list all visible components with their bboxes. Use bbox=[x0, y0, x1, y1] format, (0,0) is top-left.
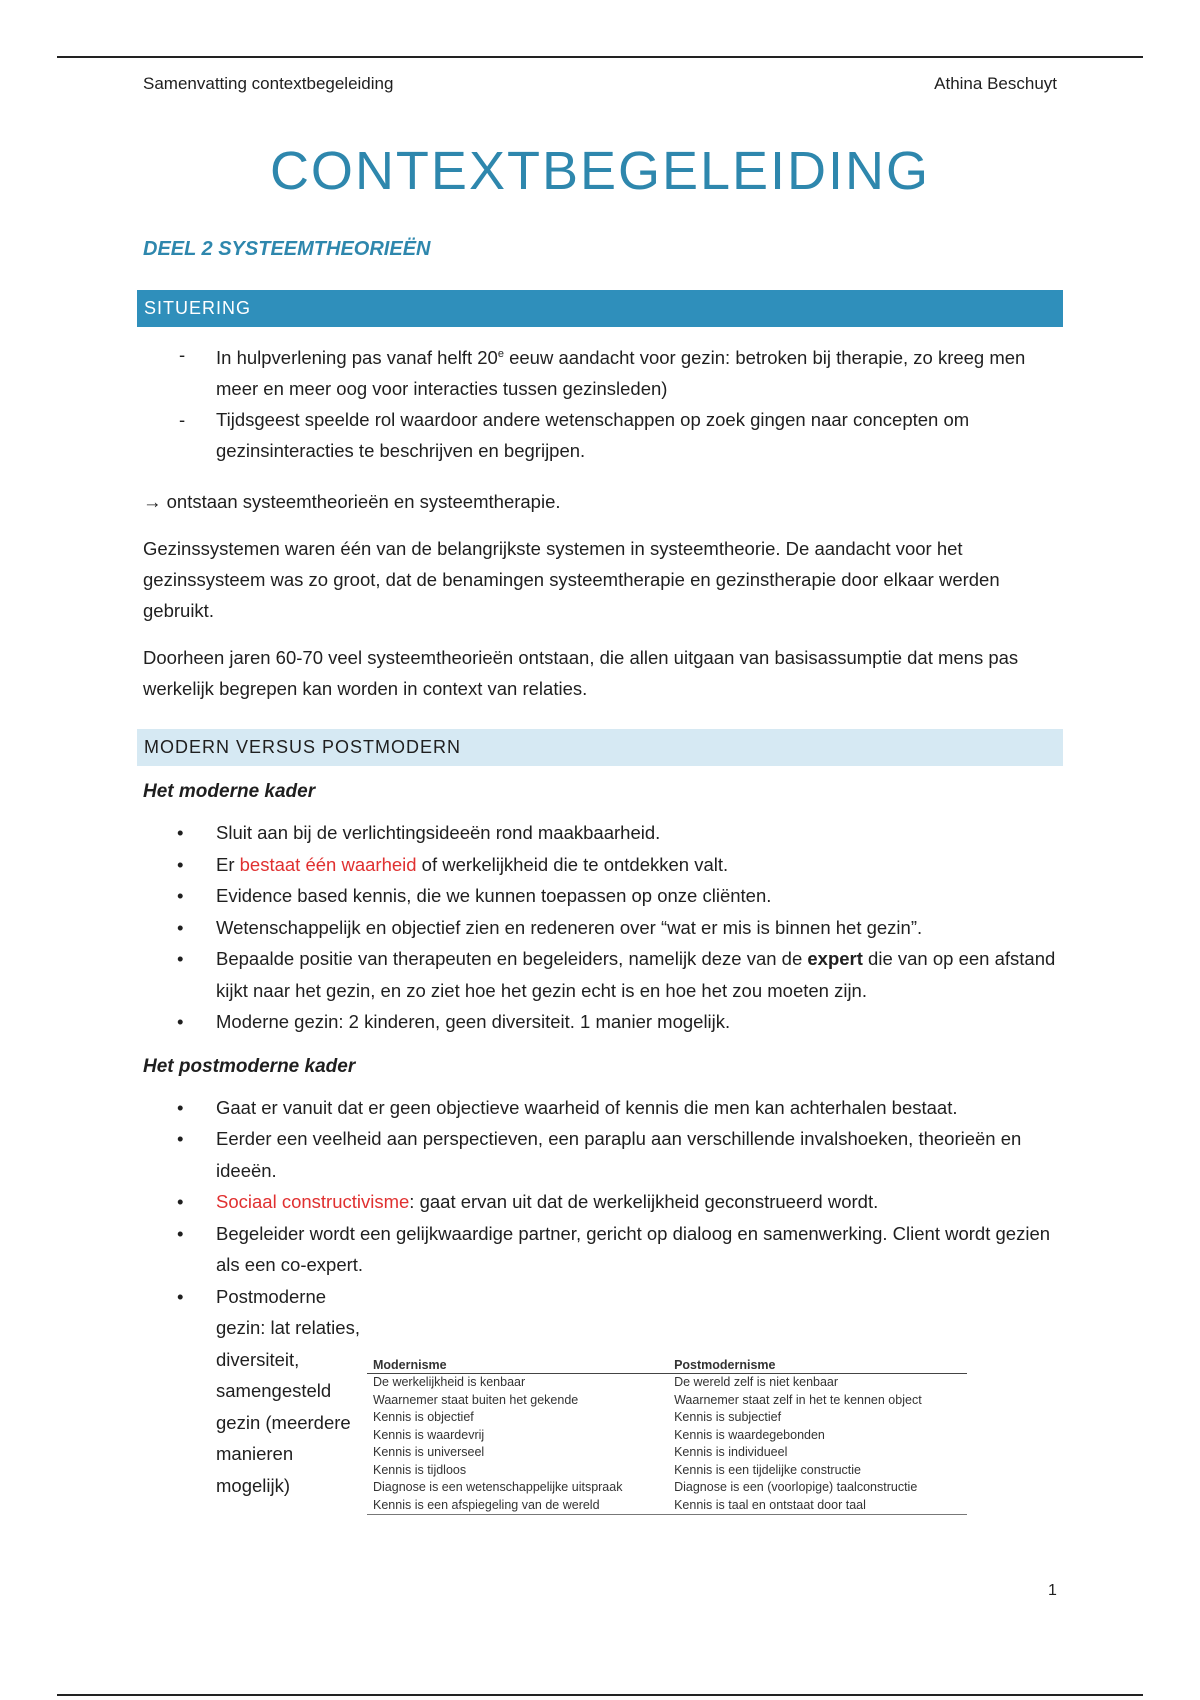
table-header-cell: Modernisme bbox=[367, 1357, 668, 1374]
list-item: • Postmoderne gezin: lat relaties, diversiteit, samengesteld gezin (meerdere manieren mogelijk) bbox=[137, 1281, 1063, 1502]
list-item-text: Bepaalde positie van therapeuten en begeleiders, namelijk deze van de bbox=[216, 948, 808, 970]
table-cell: Kennis is tijdloos bbox=[373, 1462, 467, 1477]
table-row bbox=[367, 1392, 967, 1410]
table-cell: De werkelijkheid is kenbaar bbox=[373, 1375, 526, 1389]
list-item: • Eerder een veelheid aan perspectieven, een paraplu aan verschillende invalshoeken, theorieën en ideeën. bbox=[137, 1123, 1063, 1186]
table-cell: Diagnose is een wetenschappelijke uitspraak bbox=[373, 1480, 623, 1494]
list-item-text: of werkelijkheid die te ontdekken valt. bbox=[416, 853, 729, 875]
table-cell: Kennis is individueel bbox=[674, 1445, 788, 1459]
table-header-row bbox=[367, 1357, 967, 1374]
arrow-line: → ontstaan systeemtheorieën en systeemtherapie. bbox=[143, 491, 561, 513]
modern-list bbox=[137, 817, 1063, 1038]
subheading-postmodern: Het postmoderne kader bbox=[143, 1055, 356, 1077]
table-cell: Kennis is een afspiegeling van de wereld bbox=[367, 1497, 668, 1515]
highlight-text: Sociaal constructivisme bbox=[216, 1191, 410, 1213]
document-title: CONTEXTBEGELEIDING bbox=[269, 141, 931, 201]
table-row bbox=[367, 1479, 967, 1497]
list-item: - Tijdsgeest speelde rol waardoor andere wetenschappen op zoek gingen naar concepten om gezinsinteracties te beschrijven en begrijpen. bbox=[137, 404, 1063, 466]
comparison-table bbox=[367, 1357, 967, 1515]
subheading-modern: Het moderne kader bbox=[143, 781, 316, 803]
page-header bbox=[143, 74, 1057, 94]
list-item bbox=[137, 943, 1063, 1006]
table-row bbox=[367, 1409, 967, 1427]
page-number: 1 bbox=[1048, 1582, 1057, 1599]
table-cell: Kennis is taal en ontstaat door taal bbox=[668, 1497, 967, 1515]
document-body bbox=[137, 290, 1063, 1501]
table-header-cell: Postmodernisme bbox=[668, 1357, 967, 1374]
table-row bbox=[367, 1444, 967, 1462]
superscript: e bbox=[497, 348, 504, 360]
list-item-text: : gaat ervan uit dat de werkelijkheid geconstrueerd wordt. bbox=[409, 1191, 879, 1213]
situering-list bbox=[137, 339, 1063, 466]
list-item: • Begeleider wordt een gelijkwaardige partner, gericht op dialoog en samenwerking. Client wordt gezien als een co-expert. bbox=[137, 1218, 1063, 1281]
table-row bbox=[367, 1374, 967, 1392]
list-item-text: Er bbox=[216, 853, 240, 875]
list-item: • Evidence based kennis, die we kunnen toepassen op onze cliënten. bbox=[137, 880, 1063, 912]
paragraph: Doorheen jaren 60-70 veel systeemtheorieën ontstaan, die allen uitgaan van basisassumptie dat mens pas werkelijk begrepen kan worden in context van relaties. bbox=[143, 647, 1019, 700]
table-cell: Kennis is subjectief bbox=[674, 1410, 782, 1424]
list-item bbox=[137, 339, 1063, 404]
table-cell: Kennis is universeel bbox=[373, 1445, 485, 1459]
table-row bbox=[367, 1497, 967, 1515]
section-heading-situering: SITUERING bbox=[137, 290, 1063, 327]
highlight-text: bestaat één waarheid bbox=[239, 853, 417, 875]
header-author: Athina Beschuyt bbox=[934, 74, 1057, 93]
list-item bbox=[137, 849, 1063, 881]
bottom-rule bbox=[57, 1694, 1143, 1696]
table-row bbox=[367, 1462, 967, 1480]
list-item-text: eeuw aandacht voor gezin: betroken bij therapie, zo kreeg men meer en meer oog voor interacties tussen gezinsleden) bbox=[216, 347, 1026, 400]
table-cell: De wereld zelf is niet kenbaar bbox=[674, 1375, 839, 1389]
list-item-text: die van op een afstand kijkt naar het gezin, en zo ziet hoe het gezin echt is en hoe het zou moeten zijn. bbox=[216, 948, 1056, 1001]
table-cell: Diagnose is een (voorlopige) taalconstructie bbox=[674, 1480, 918, 1494]
part-heading: DEEL 2 SYSTEEMTHEORIEËN bbox=[143, 238, 431, 260]
table-cell: Waarnemer staat zelf in het te kennen object bbox=[674, 1392, 922, 1407]
list-item: • Wetenschappelijk en objectief zien en redeneren over “wat er mis is binnen het gezin”. bbox=[137, 912, 1063, 944]
paragraph: Gezinssystemen waren één van de belangrijkste systemen in systeemtheorie. De aandacht voor het gezinssysteem was zo groot, dat de benamingen systeemtherapie en gezinstherapie door elkaar werden gebruikt. bbox=[143, 538, 1000, 622]
section-heading-modern: MODERN VERSUS POSTMODERN bbox=[137, 729, 1063, 766]
list-item: • Gaat er vanuit dat er geen objectieve waarheid of kennis die men kan achterhalen bestaat. bbox=[137, 1092, 1063, 1124]
top-rule bbox=[57, 56, 1143, 58]
table-cell: Waarnemer staat buiten het gekende bbox=[373, 1392, 579, 1407]
table-cell: Kennis is waardegebonden bbox=[674, 1427, 825, 1442]
table-cell: Kennis is waardevrij bbox=[373, 1427, 485, 1442]
table-row bbox=[367, 1427, 967, 1445]
list-item-text: In hulpverlening pas vanaf helft 20 bbox=[216, 347, 498, 369]
list-item: • Moderne gezin: 2 kinderen, geen diversiteit. 1 manier mogelijk. bbox=[137, 1006, 1063, 1038]
list-item bbox=[137, 1186, 1063, 1218]
table-cell: Kennis is een tijdelijke constructie bbox=[674, 1462, 861, 1477]
list-item: • Sluit aan bij de verlichtingsideeën rond maakbaarheid. bbox=[137, 817, 1063, 849]
header-doc-title: Samenvatting contextbegeleiding bbox=[143, 74, 394, 93]
bold-text: expert bbox=[807, 948, 863, 970]
table-cell: Kennis is objectief bbox=[373, 1410, 474, 1424]
